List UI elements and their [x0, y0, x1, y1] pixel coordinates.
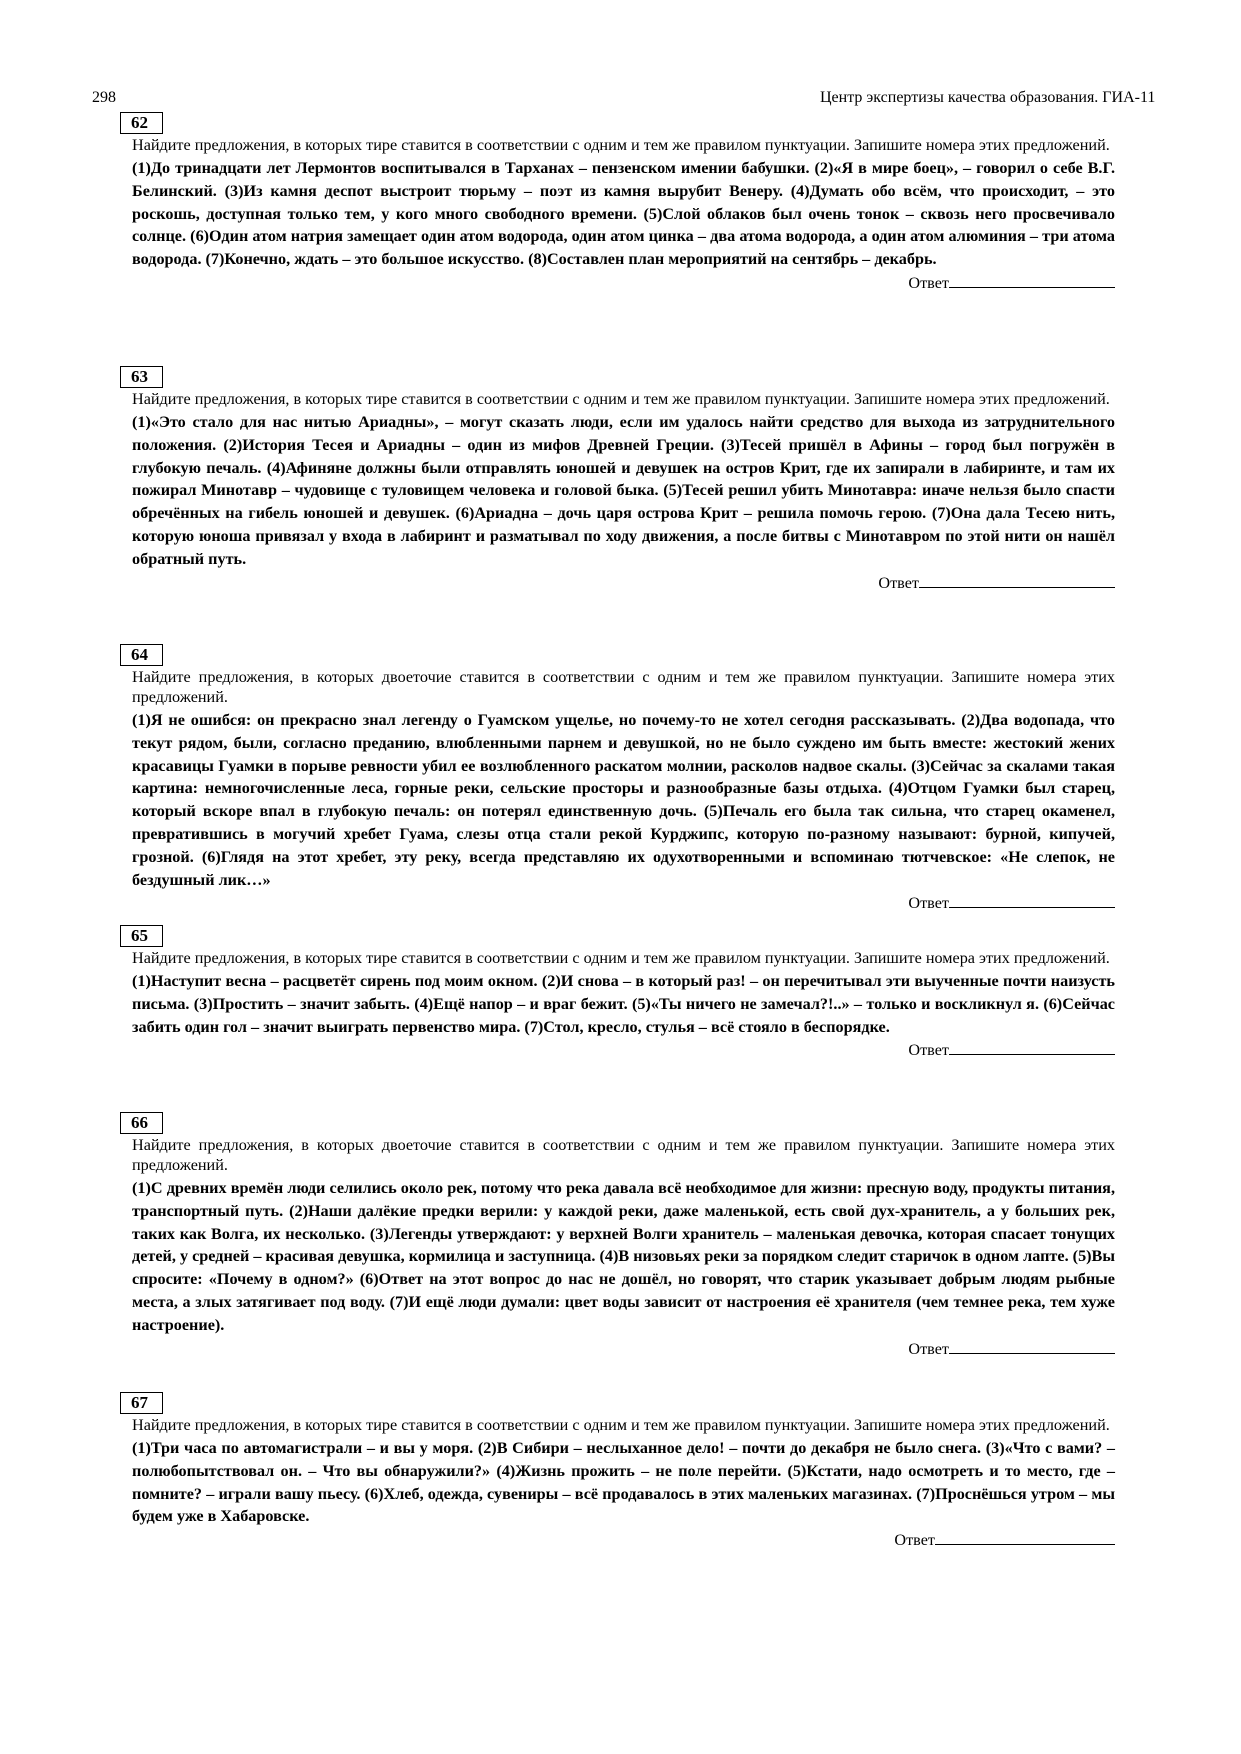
task-number: 62 [120, 112, 163, 134]
task-number: 65 [120, 925, 163, 947]
answer-label: Ответ [894, 1531, 935, 1550]
task-text: (1)«Это стало для нас нитью Ариадны», – могут сказать люди, если им удалось найти средство для выхода из затруднительного положения. (2)История Тесея и Ариадны – один из мифов Древней Греции. (3)Тесей пришёл в Афины – город был погружён в глубокую печаль. (4)Афиняне должны были отправлять юношей и девушек на остров Крит, где их запирали в лабиринте, и там их пожирал Минотавр – чудовище с туловищем человека и головой быка. (5)Тесей решил убить Минотавра: иначе нельзя было спасти обречённых на гибель юношей и девушек. (6)Ариадна – дочь царя острова Крит – решила помочь герою. (7)Она дала Тесею нить, которую юноша привязал у входа в лабиринт и разматывал по ходу движения, а после битвы с Минотавром по этой нити он нашёл обратный путь. [132, 413, 1115, 568]
task-text: (1)До тринадцати лет Лермонтов воспитывался в Тарханах – пензенском имении бабушки. (2)«Я в мире боец», – говорил о себе В.Г. Белинский. (3)Из камня деспот выстроит тюрьму – поэт из камня вырубит Венеру. (4)Думать обо всём, что происходит, – это роскошь, доступная только тем, у кого много свободного времени. (5)Слой облаков был очень тонок – сквозь него просвечивало солнце. (6)Один атом натрия замещает один атом водорода, один атом цинка – два атома водорода, а один атом алюминия – три атома водорода. (7)Конечно, ждать – это большое искусство. (8)Составлен план мероприятий на сентябрь – декабрь. [132, 159, 1115, 269]
answer-line[interactable] [949, 892, 1115, 908]
task-67 [120, 1392, 1115, 1550]
task-62 [120, 112, 1115, 293]
task-instruction: Найдите предложения, в которых тире ставится в соответствии с одним и тем же правилом пунктуации. Запишите номера этих предложений. [132, 1416, 1110, 1434]
answer-label: Ответ [908, 1041, 949, 1060]
task-text: (1)Я не ошибся: он прекрасно знал легенду о Гуамском ущелье, но почему-то не хотел сегодня рассказывать. (2)Два водопада, что текут рядом, были, согласно преданию, влюбленными парнем и девушкой, но не было суждено им быть вместе: жестокий жених красавицы Гуамки в порыве ревности убил ее возлюбленного раскатом молнии, расколов надвое скалы. (3)Сейчас за скалами такая картина: немногочисленные леса, горные реки, сельские просторы и разнообразные базы отдыха. (4)Отцом Гуамки был старец, который вскоре впал в глубокую печаль: он потерял единственную дочь. (5)Печаль его была так сильна, что старец окаменел, превратившись в могучий хребет Гуама, слезы отца стали рекой Курджипс, которую по-разному называют: бурной, кипучей, грозной. (6)Глядя на этот хребет, эту реку, всегда представляю их одухотворенными и вспоминаю тютчевское: «Не слепок, не бездушный лик…» [132, 711, 1115, 889]
answer-label: Ответ [908, 273, 949, 292]
answer-line[interactable] [935, 1529, 1115, 1545]
answer-field[interactable] [120, 892, 1115, 913]
task-number: 66 [120, 1112, 163, 1134]
task-text: (1)Три часа по автомагистрали – и вы у моря. (2)В Сибири – неслыханное дело! – почти до декабря не было снега. (3)«Что с вами? – полюбопытствовал он. – Что вы обнаружили?» (4)Жизнь прожить – не поле перейти. (5)Кстати, надо осмотреть и то место, где – помните? – играли вашу пьесу. (6)Хлеб, одежда, сувениры – всё продавалось в этих маленьких магазинах. (7)Проснёшься утром – мы будем уже в Хабаровске. [132, 1439, 1115, 1526]
answer-label: Ответ [878, 573, 919, 592]
answer-label: Ответ [908, 894, 949, 913]
task-instruction: Найдите предложения, в которых тире ставится в соответствии с одним и тем же правилом пунктуации. Запишите номера этих предложений. [132, 949, 1110, 967]
task-text: (1)Наступит весна – расцветёт сирень под моим окном. (2)И снова – в который раз! – он перечитывал эти выученные почти наизусть письма. (3)Простить – значит забыть. (4)Ещё напор – и враг бежит. (5)«Ты ничего не замечал?!..» – только и воскликнул я. (6)Сейчас забить один гол – значит выиграть первенство мира. (7)Стол, кресло, стулья – всё стояло в беспорядке. [132, 972, 1115, 1036]
answer-line[interactable] [949, 272, 1115, 288]
answer-field[interactable] [120, 272, 1115, 293]
task-instruction: Найдите предложения, в которых двоеточие ставится в соответствии с одним и тем же правилом пунктуации. Запишите номера этих предложений. [132, 668, 1115, 706]
task-64 [120, 644, 1115, 913]
answer-field[interactable] [120, 1529, 1115, 1550]
task-text: (1)С древних времён люди селились около рек, потому что река давала всё необходимое для жизни: пресную воду, продукты питания, транспортный путь. (2)Наши далёкие предки верили: у каждой реки, даже маленькой, есть свой дух-хранитель, а у больших рек, таких как Волга, их несколько. (3)Легенды утверждают: у верхней Волги хранитель – маленькая девочка, которая спасает тонущих детей, у средней – красивая девушка, кормилица и заступница. (4)В низовьях реки за порядком следит старичок в одном лапте. (5)Вы спросите: «Почему в одном?» (6)Ответ на этот вопрос до нас не дошёл, но говорят, что старик указывает добрым людям рыбные места, а злых затягивает под воду. (7)И ещё люди думали: цвет воды зависит от настроения её хранителя (чем темнее река, тем хуже настроение). [132, 1179, 1115, 1334]
answer-line[interactable] [949, 1338, 1115, 1354]
answer-field[interactable] [120, 1039, 1115, 1060]
task-63 [120, 366, 1115, 593]
page-header-title: Центр экспертизы качества образования. ГИА-11 [820, 89, 1156, 106]
task-number: 64 [120, 644, 163, 666]
task-number: 67 [120, 1392, 163, 1414]
task-66 [120, 1112, 1115, 1359]
answer-field[interactable] [120, 1338, 1115, 1359]
answer-line[interactable] [919, 572, 1115, 588]
answer-field[interactable] [120, 572, 1115, 593]
task-65 [120, 925, 1115, 1060]
task-number: 63 [120, 366, 163, 388]
page-number: 298 [92, 89, 116, 106]
task-instruction: Найдите предложения, в которых тире ставится в соответствии с одним и тем же правилом пунктуации. Запишите номера этих предложений. [132, 390, 1110, 408]
task-instruction: Найдите предложения, в которых двоеточие ставится в соответствии с одним и тем же правилом пунктуации. Запишите номера этих предложений. [132, 1136, 1115, 1174]
answer-line[interactable] [949, 1039, 1115, 1055]
answer-label: Ответ [908, 1339, 949, 1358]
task-instruction: Найдите предложения, в которых тире ставится в соответствии с одним и тем же правилом пунктуации. Запишите номера этих предложений. [132, 136, 1110, 154]
